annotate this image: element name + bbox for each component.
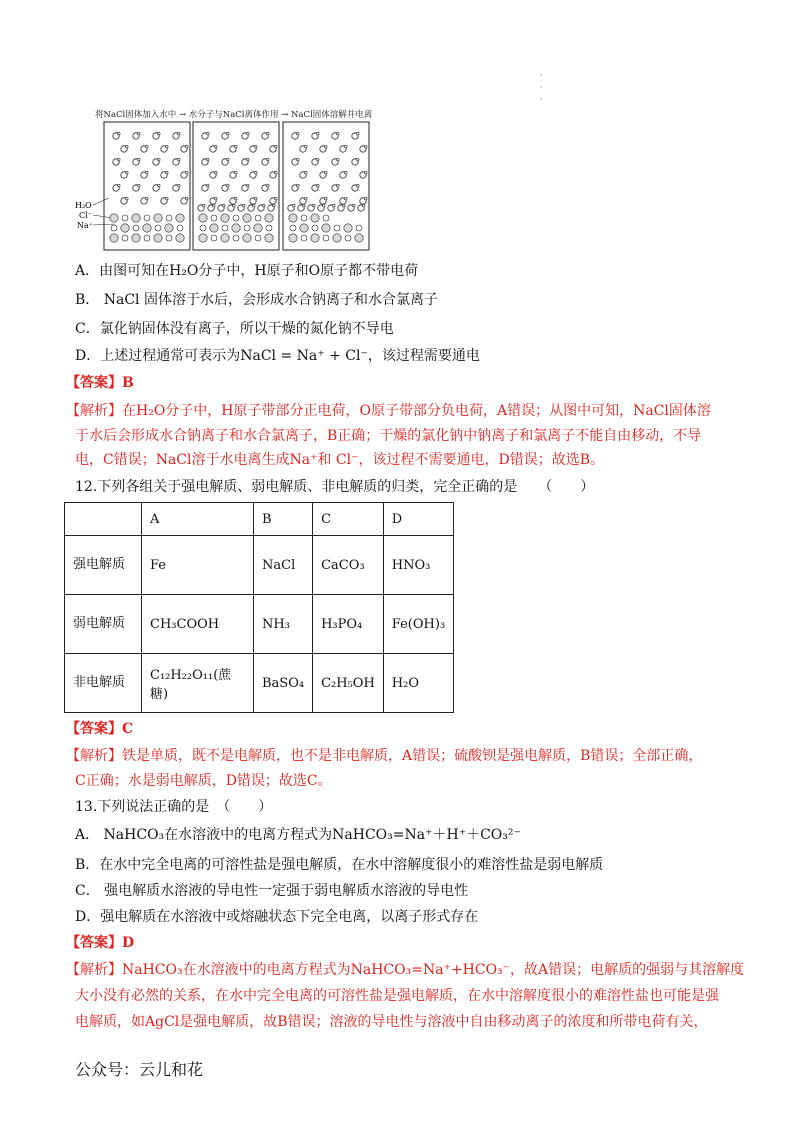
chloride-ion [254, 224, 262, 232]
caption-step-2: 水分子与NaCl离体作用 [188, 110, 279, 120]
sodium-ion [122, 215, 128, 221]
sodium-ion [244, 225, 250, 231]
chloride-ion [132, 214, 140, 222]
sodium-ion [312, 225, 318, 231]
hydrogen-atom [353, 204, 356, 207]
hydrogen-atom [215, 171, 218, 174]
chloride-ion [154, 234, 162, 242]
table-cell: C₁₂H₂₂O₁₁(蔗糖) [142, 654, 254, 713]
hydrogen-atom [325, 197, 328, 200]
hydrogen-atom [267, 132, 270, 135]
sodium-ion [144, 235, 150, 241]
hydrogen-atom [138, 184, 141, 187]
hydrogen-atom [166, 171, 169, 174]
label-cl: Cl⁻ [79, 211, 92, 220]
hydrogen-atom [213, 204, 216, 207]
table-cell: H₂O [383, 654, 453, 713]
table-header-cell: D [383, 503, 453, 536]
hydrogen-atom [273, 204, 276, 207]
hydrogen-atom [305, 197, 308, 200]
hydrogen-atom [305, 171, 308, 174]
hydrogen-atom [247, 132, 250, 135]
chloride-ion [221, 234, 229, 242]
hydrogen-atom [255, 197, 258, 200]
q11-option-b: B． NaCl 固体溶于水后，会形成水合钠离子和水合氯离子 [75, 292, 438, 308]
sodium-ion [166, 235, 172, 241]
q12-analysis-line-1: 【解析】铁是单质，既不是电解质，也不是非电解质，A错误；硫酸钡是强电解质，B错误；全部正确， [66, 748, 703, 764]
hydrogen-atom [166, 145, 169, 148]
q13-answer: 【答案】D [66, 935, 135, 951]
margin-dots: · · · [540, 71, 543, 104]
sodium-ion [334, 225, 340, 231]
chloride-ion [232, 224, 240, 232]
chloride-ion [176, 234, 184, 242]
hydrogen-atom [357, 158, 360, 161]
hydrogen-atom [333, 204, 336, 207]
chloride-ion [199, 214, 207, 222]
hydrogen-atom [146, 145, 149, 148]
chloride-ion [322, 224, 330, 232]
figure-caption [95, 108, 372, 120]
hydrogen-atom [138, 132, 141, 135]
table-header-row [65, 503, 454, 536]
sodium-ion [301, 215, 307, 221]
chloride-ion [176, 214, 184, 222]
table-cell: NH₃ [254, 595, 313, 654]
hydrogen-atom [186, 171, 189, 174]
hydrogen-atom [227, 132, 230, 135]
hydrogen-atom [233, 204, 236, 207]
chloride-ion [243, 214, 251, 222]
q13-analysis-line-3: 电解质，如AgCl是强电解质，故B错误；溶液的导电性与溶液中自由移动离子的浓度和所带电荷有关， [75, 1014, 708, 1030]
nacl-dissolution-figure [75, 110, 420, 255]
chloride-ion [221, 214, 229, 222]
table-cell: 非电解质 [65, 654, 142, 713]
hydrogen-atom [215, 197, 218, 200]
hydrogen-atom [365, 197, 368, 200]
table-header-cell: C [313, 503, 384, 536]
q11-answer: 【答案】B [66, 375, 134, 391]
hydrogen-atom [293, 204, 296, 207]
hydrogen-atom [313, 204, 316, 207]
q11-analysis-line-1: 【解析】在H₂O分子中，H原子带部分正电荷，O原子带部分负电荷，A错误；从图中可知，NaCl固体溶 [66, 403, 711, 419]
hydrogen-atom [247, 158, 250, 161]
hydrogen-atom [186, 145, 189, 148]
sodium-ion [111, 225, 117, 231]
sodium-ion [233, 215, 239, 221]
sodium-ion [155, 225, 161, 231]
hydrogen-atom [126, 145, 129, 148]
q11-option-a: A．由图可知在H₂O分子中，H原子和O原子都不带电荷 [75, 263, 419, 279]
hydrogen-atom [345, 197, 348, 200]
hydrogen-atom [178, 184, 181, 187]
hydrogen-atom [158, 184, 161, 187]
q13-option-c: C． 强电解质水溶液的导电性一定强于弱电解质水溶液的导电性 [75, 883, 469, 899]
hydrogen-atom [317, 158, 320, 161]
hydrogen-atom [317, 184, 320, 187]
hydrogen-atom [357, 184, 360, 187]
sodium-ion [144, 215, 150, 221]
q12-analysis-line-2: C正确；水是弱电解质，D错误；故选C。 [75, 773, 332, 789]
arrow-icon: → [178, 110, 187, 120]
hydrogen-atom [267, 158, 270, 161]
hydrogen-atom [297, 158, 300, 161]
hydrogen-atom [158, 158, 161, 161]
table-cell: C₂H₅OH [313, 654, 384, 713]
hydrogen-atom [186, 197, 189, 200]
hydrogen-atom [253, 204, 256, 207]
hydrogen-atom [325, 171, 328, 174]
hydrogen-atom [235, 197, 238, 200]
hydrogen-atom [227, 184, 230, 187]
chloride-ion [143, 224, 151, 232]
hydrogen-atom [146, 171, 149, 174]
chloride-ion [265, 214, 273, 222]
chloride-ion [265, 234, 273, 242]
chloride-ion [289, 234, 297, 242]
label-h2o: H₂O [75, 201, 92, 210]
q11-analysis-line-3: 电，C错误；NaCl溶于水电离生成Na⁺和 Cl⁻，该过程不需要通电，D错误；故选B。 [75, 452, 605, 468]
table-cell: 强电解质 [65, 536, 142, 595]
hydrogen-atom [365, 145, 368, 148]
hydrogen-atom [337, 184, 340, 187]
electrolyte-table [64, 502, 454, 713]
table-cell: CH₃COOH [142, 595, 254, 654]
hydrogen-atom [118, 132, 121, 135]
hydrogen-atom [235, 145, 238, 148]
sodium-ion [345, 235, 351, 241]
chloride-ion [132, 234, 140, 242]
chloride-ion [344, 224, 352, 232]
hydrogen-atom [325, 145, 328, 148]
sodium-ion [133, 225, 139, 231]
table-header-cell: B [254, 503, 313, 536]
hydrogen-atom [235, 171, 238, 174]
sodium-ion [177, 225, 183, 231]
chloride-ion [311, 214, 319, 222]
hydrogen-atom [337, 158, 340, 161]
water-molecules [113, 132, 367, 211]
chloride-ion [311, 234, 319, 242]
hydrogen-atom [305, 145, 308, 148]
table-cell: BaSO₄ [254, 654, 313, 713]
chloride-ion [110, 214, 118, 222]
hydrogen-atom [146, 197, 149, 200]
hydrogen-atom [255, 145, 258, 148]
chloride-ion [165, 224, 173, 232]
hydrogen-atom [138, 158, 141, 161]
label-na: Na⁺ [77, 221, 93, 230]
table-row [65, 536, 454, 595]
hydrogen-atom [363, 204, 366, 207]
q12-stem: 12.下列各组关于强电解质、弱电解质、非电解质的归类，完全正确的是 （ ） [75, 479, 595, 495]
caption-step-3: NaCl固体溶解并电离 [291, 110, 373, 120]
sodium-ion [222, 225, 228, 231]
hydrogen-atom [126, 171, 129, 174]
q13-option-a: A． NaHCO₃在水溶液中的电离方程式为NaHCO₃=Na⁺＋H⁺＋CO₃²⁻ [75, 827, 521, 843]
sodium-ion [301, 235, 307, 241]
hydrogen-atom [297, 132, 300, 135]
hydrogen-atom [267, 184, 270, 187]
hydrogen-atom [337, 132, 340, 135]
hydrogen-atom [345, 171, 348, 174]
table-cell: HNO₃ [383, 536, 453, 595]
sodium-ion [200, 225, 206, 231]
q13-analysis-line-2: 大小没有必然的关系，在水中完全电离的可溶性盐是强电解质，在水中溶解度很小的难溶性盐也可能是强 [75, 988, 719, 1004]
sodium-ion [233, 235, 239, 241]
hydrogen-atom [365, 171, 368, 174]
hydrogen-atom [323, 204, 326, 207]
hydrogen-atom [207, 158, 210, 161]
hydrogen-atom [126, 197, 129, 200]
table-row [65, 654, 454, 713]
chloride-ion [210, 224, 218, 232]
q13-analysis-line-1: 【解析】NaHCO₃在水溶液中的电离方程式为NaHCO₃=Na⁺+HCO₃⁻，故A错误；电解质的强弱与其溶解度 [66, 962, 745, 978]
table-cell: NaCl [254, 536, 313, 595]
hydrogen-atom [297, 184, 300, 187]
chloride-ion [154, 214, 162, 222]
table-row [65, 595, 454, 654]
q11-analysis-line-2: 于水后会形成水合钠离子和水合氯离子，B正确；干燥的氯化钠中钠离子和氯离子不能自由移动，不导 [75, 428, 702, 444]
sodium-ion [211, 215, 217, 221]
hydrogen-atom [178, 158, 181, 161]
sodium-ion [211, 235, 217, 241]
hydrogen-atom [207, 184, 210, 187]
hydrogen-atom [255, 171, 258, 174]
hydrogen-atom [118, 158, 121, 161]
table-cell: Fe(OH)₃ [383, 595, 453, 654]
hydrogen-atom [317, 132, 320, 135]
q11-option-c: C．氯化钠固体没有离子，所以干燥的氮化钠不导电 [75, 321, 394, 337]
hydrogen-atom [178, 132, 181, 135]
hydrogen-atom [203, 204, 206, 207]
chloride-ion [110, 234, 118, 242]
dissolution-diagram [75, 110, 420, 255]
hydrogen-atom [158, 132, 161, 135]
table-cell: 弱电解质 [65, 595, 142, 654]
table-cell: H₃PO₄ [313, 595, 384, 654]
q13-option-d: D．强电解质在水溶液中或熔融状态下完全电离，以离子形式存在 [75, 909, 479, 925]
q13-option-b: B．在水中完全电离的可溶性盐是强电解质，在水中溶解度很小的难溶性盐是弱电解质 [75, 857, 604, 873]
chloride-ion [300, 224, 308, 232]
hydrogen-atom [275, 171, 278, 174]
footer-account: 公众号：云儿和花 [75, 1060, 204, 1079]
sodium-ion [122, 235, 128, 241]
table-header-cell: A [142, 503, 254, 536]
hydrogen-atom [247, 184, 250, 187]
hydrogen-atom [207, 132, 210, 135]
sodium-ion [255, 215, 261, 221]
chloride-ion [333, 234, 341, 242]
hydrogen-atom [263, 204, 266, 207]
arrow-icon: → [281, 110, 289, 120]
hydrogen-atom [215, 145, 218, 148]
hydrogen-atom [357, 132, 360, 135]
ion-lattice [110, 214, 363, 242]
hydrogen-atom [345, 145, 348, 148]
hydrogen-atom [118, 184, 121, 187]
sodium-ion [166, 215, 172, 221]
hydrogen-atom [243, 204, 246, 207]
hydrogen-atom [166, 197, 169, 200]
chloride-ion [355, 234, 363, 242]
sodium-ion [255, 235, 261, 241]
caption-step-1: 将NaCl固体加入水中 [95, 110, 177, 120]
sodium-ion [323, 215, 329, 221]
hydrogen-atom [343, 204, 346, 207]
table-cell: Fe [142, 536, 254, 595]
q13-stem: 13.下列说法正确的是 （ ） [75, 799, 273, 815]
chloride-ion [121, 224, 129, 232]
sodium-ion [266, 225, 272, 231]
hydrogen-atom [227, 158, 230, 161]
q11-option-d: D．上述过程通常可表示为NaCl = Na⁺ + Cl⁻，该过程需要通电 [75, 348, 480, 364]
table-header-cell [65, 503, 142, 536]
chloride-ion [289, 214, 297, 222]
sodium-ion [323, 235, 329, 241]
hydrogen-atom [303, 204, 306, 207]
sodium-ion [356, 225, 362, 231]
hydrogen-atom [223, 204, 226, 207]
hydrogen-atom [275, 197, 278, 200]
q12-answer: 【答案】C [66, 721, 134, 737]
hydrogen-atom [275, 145, 278, 148]
table-cell: CaCO₃ [313, 536, 384, 595]
sodium-ion [290, 225, 296, 231]
chloride-ion [199, 234, 207, 242]
chloride-ion [243, 234, 251, 242]
